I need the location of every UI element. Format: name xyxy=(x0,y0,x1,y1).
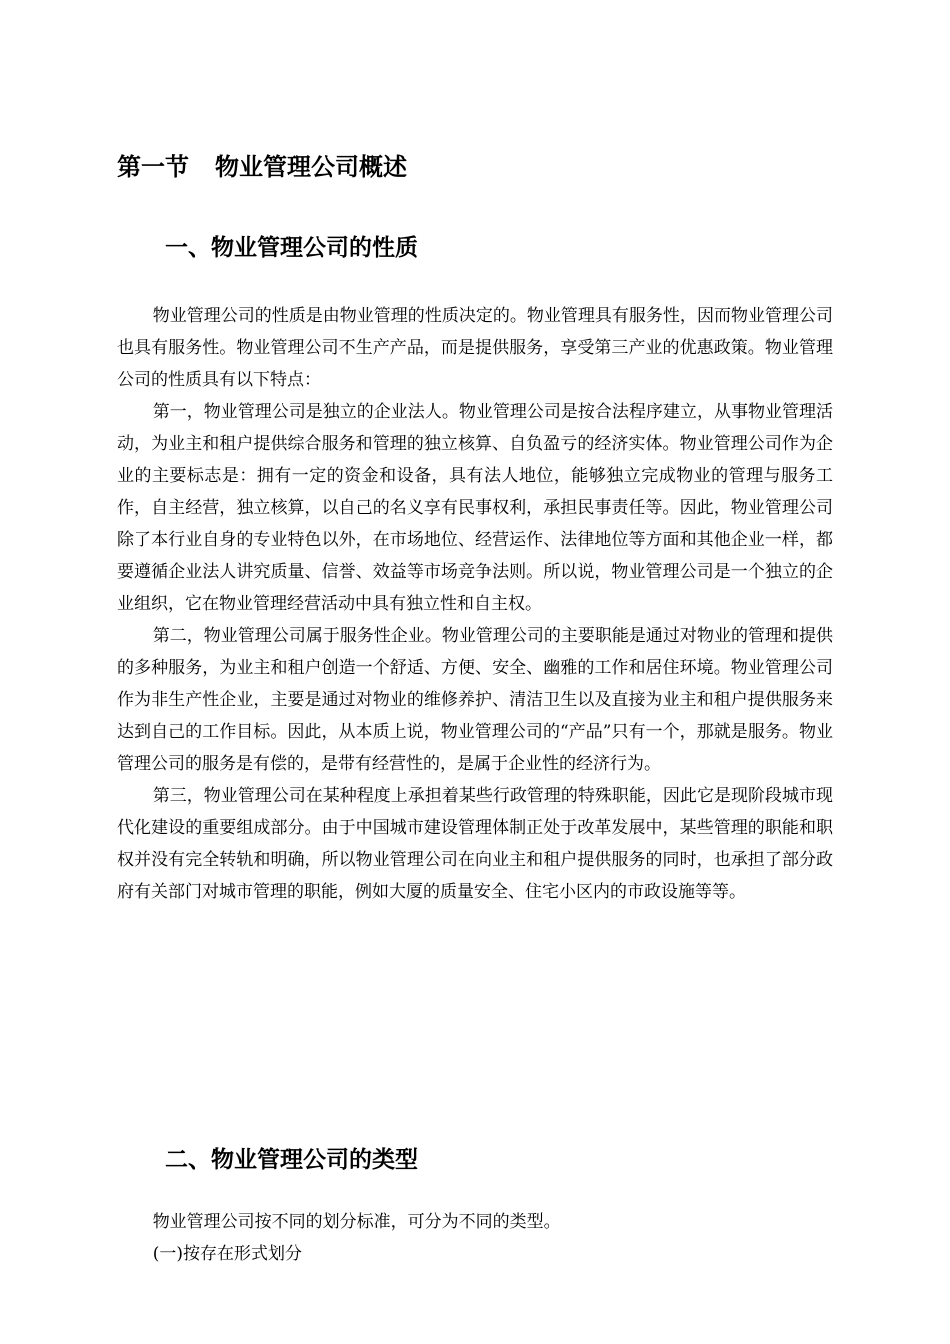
paragraph-third: 第三，物业管理公司在某种程度上承担着某些行政管理的特殊职能，因此它是现阶段城市现代化建设的重要组成部分。由于中国城市建设管理体制正处于改革发展中，某些管理的职能和职权并没有完全转轨和明确，所以物业管理公司在向业主和租户提供服务的同时，也承担了部分政府有关部门对城市管理的职能，例如大厦的质量安全、住宅小区内的市政设施等等。 xyxy=(117,786,833,902)
section-body-nature xyxy=(117,300,833,908)
section-title-nature: 一、物业管理公司的性质 xyxy=(165,235,418,261)
paragraph-types-intro: 物业管理公司按不同的划分标准，可分为不同的类型。 xyxy=(152,1212,561,1232)
chapter-number: 第一节 xyxy=(117,153,189,181)
paragraph-intro: 物业管理公司的性质是由物业管理的性质决定的。物业管理具有服务性，因而物业管理公司也具有服务性。物业管理公司不生产产品，而是提供服务，享受第三产业的优惠政策。物业管理公司的性质具有以下特点： xyxy=(117,306,833,390)
section-body-types xyxy=(117,1206,833,1270)
subheading-existence-form: (一)按存在形式划分 xyxy=(152,1244,302,1264)
chapter-title xyxy=(117,150,407,184)
paragraph-first: 第一，物业管理公司是独立的企业法人。物业管理公司是按合法程序建立，从事物业管理活动，为业主和租户提供综合服务和管理的独立核算、自负盈亏的经济实体。物业管理公司作为企业的主要标志是：拥有一定的资金和设备，具有法人地位，能够独立完成物业的管理与服务工作，自主经营，独立核算，以自己的名义享有民事权利，承担民事责任等。因此，物业管理公司除了本行业自身的专业特色以外，在市场地位、经营运作、法律地位等方面和其他企业一样，都要遵循企业法人讲究质量、信誉、效益等市场竞争法则。所以说，物业管理公司是一个独立的企业组织，它在物业管理经营活动中具有独立性和自主权。 xyxy=(117,402,833,614)
paragraph-second: 第二，物业管理公司属于服务性企业。物业管理公司的主要职能是通过对物业的管理和提供的多种服务，为业主和租户创造一个舒适、方便、安全、幽雅的工作和居住环境。物业管理公司作为非生产性企业，主要是通过对物业的维修养护、清洁卫生以及直接为业主和租户提供服务来达到自己的工作目标。因此，从本质上说，物业管理公司的“产品”只有一个，那就是服务。物业管理公司的服务是有偿的，是带有经营性的，是属于企业性的经济行为。 xyxy=(117,626,833,774)
section-title-types: 二、物业管理公司的类型 xyxy=(165,1147,418,1173)
chapter-title-text: 物业管理公司概述 xyxy=(215,153,407,181)
